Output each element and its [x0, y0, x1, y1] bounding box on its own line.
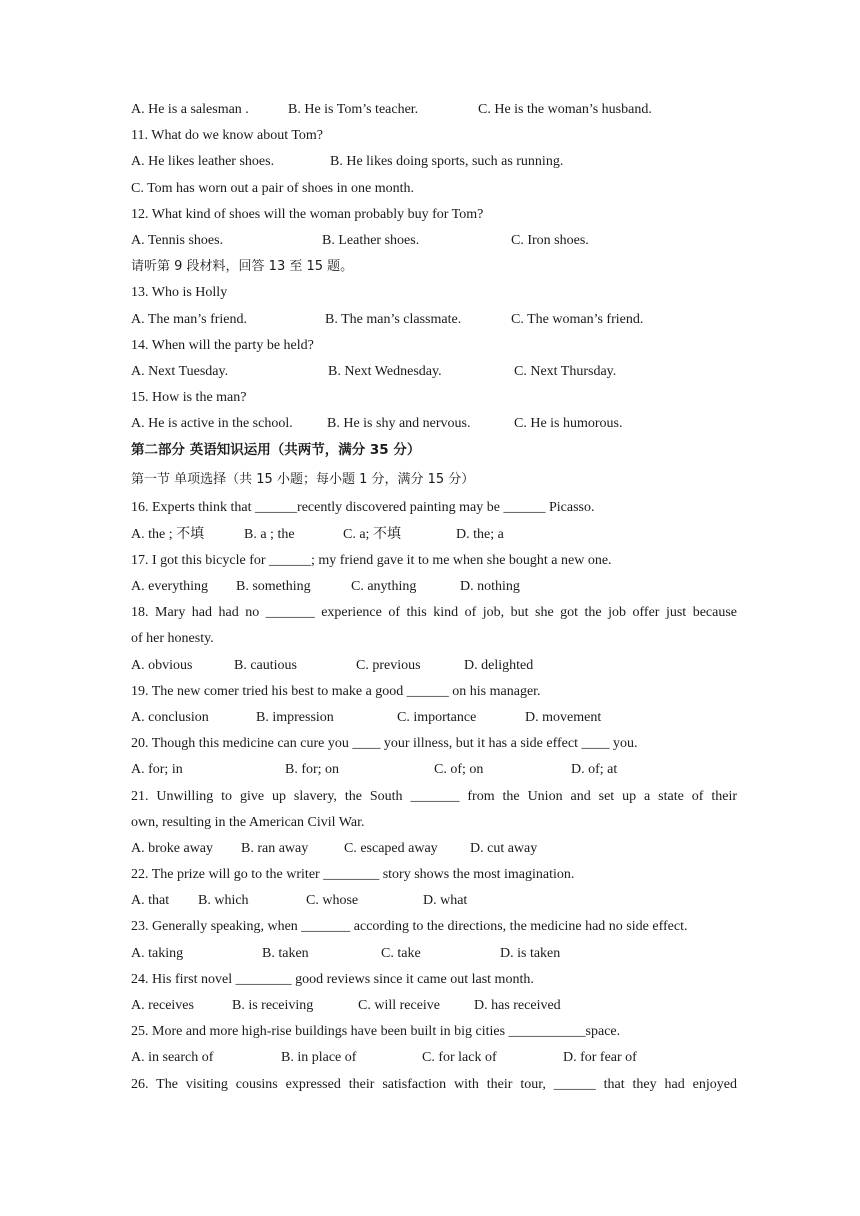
- question-text: 19. The new comer tried his best to make a good ______ on his manager.: [131, 683, 541, 699]
- answer-option: A. Next Tuesday.: [131, 363, 229, 379]
- question-text: 11. What do we know about Tom?: [131, 128, 324, 144]
- question-text: 15. How is the man?: [131, 390, 247, 406]
- answer-option: A. He is active in the school.: [131, 416, 293, 432]
- answer-option: B. impression: [256, 709, 334, 725]
- answer-option: C. whose: [306, 893, 359, 909]
- answer-option: A. that: [131, 893, 170, 909]
- answer-option: B. He is Tom’s teacher.: [288, 102, 419, 117]
- answer-option: B. He likes doing sports, such as running.: [330, 154, 564, 170]
- question-text: 20. Though this medicine can cure you ____ your illness, but it has a side effect ____ you.: [131, 736, 638, 752]
- answer-option: A. taking: [131, 945, 184, 961]
- answer-option: A. receives: [131, 998, 194, 1013]
- answer-option: A. broke away: [131, 840, 214, 856]
- answer-option: D. movement: [525, 709, 602, 725]
- instruction-text: 请听第 9 段材料，回答 13 至 15 题。: [131, 259, 354, 275]
- answer-options: [131, 231, 737, 257]
- answer-option: C. will receive: [358, 998, 441, 1013]
- answer-option: B. The man’s classmate.: [325, 311, 462, 327]
- answer-options: [131, 577, 737, 603]
- page-content: [131, 100, 737, 1101]
- answer-option: B. Next Wednesday.: [328, 363, 442, 379]
- answer-option: D. nothing: [460, 579, 520, 594]
- answer-option: C. a; 不填: [343, 526, 401, 542]
- answer-option: A. Tennis shoes.: [131, 232, 224, 248]
- answer-option: B. which: [198, 893, 249, 909]
- section-title: 第二部分 英语知识运用（共两节，满分 35 分）: [131, 442, 421, 459]
- question-text: 17. I got this bicycle for ______; my friend gave it to me when she bought a new one.: [131, 552, 612, 568]
- answer-option: C. for lack of: [422, 1050, 497, 1066]
- answer-option: C. The woman’s friend.: [511, 311, 644, 327]
- answer-option: C. previous: [356, 657, 421, 673]
- answer-option: B. for; on: [285, 762, 340, 778]
- section-subtitle: 第一节 单项选择（共 15 小题；每小题 1 分，满分 15 分）: [131, 472, 475, 488]
- answer-option: B. a ; the: [244, 526, 295, 542]
- answer-option: C. of; on: [434, 762, 484, 778]
- question-text: 14. When will the party be held?: [131, 337, 314, 353]
- answer-option: C. importance: [397, 709, 477, 725]
- answer-options: [131, 760, 737, 786]
- question-text: C. Tom has worn out a pair of shoes in one month.: [131, 180, 415, 196]
- answer-option: C. Iron shoes.: [511, 232, 589, 248]
- answer-options: [131, 996, 737, 1022]
- answer-option: C. anything: [351, 579, 417, 594]
- question-text: 22. The prize will go to the writer ________ story shows the most imagination.: [131, 867, 575, 883]
- answer-option: A. everything: [131, 579, 208, 594]
- question-text: 23. Generally speaking, when _______ according to the directions, the medicine had no side effect.: [131, 919, 688, 935]
- answer-option: B. He is shy and nervous.: [327, 416, 471, 432]
- answer-option: C. He is the woman’s husband.: [478, 102, 652, 117]
- answer-option: A. He likes leather shoes.: [131, 154, 275, 170]
- question-text: 25. More and more high-rise buildings have been built in big cities ___________space.: [131, 1024, 621, 1040]
- answer-option: C. escaped away: [344, 840, 438, 856]
- answer-option: D. cut away: [470, 840, 538, 856]
- answer-option: D. is taken: [500, 945, 561, 961]
- answer-option: B. in place of: [281, 1050, 357, 1066]
- question-text: own, resulting in the American Civil War.: [131, 814, 365, 830]
- answer-options: [131, 656, 737, 682]
- question-text: 12. What kind of shoes will the woman probably buy for Tom?: [131, 206, 484, 222]
- answer-options: [131, 944, 737, 970]
- answer-option: B. ran away: [241, 840, 309, 856]
- answer-option: B. cautious: [234, 657, 297, 673]
- question-text: of her honesty.: [131, 631, 214, 647]
- answer-options: [131, 839, 737, 865]
- answer-option: C. He is humorous.: [514, 416, 623, 432]
- answer-options: [131, 152, 737, 178]
- answer-option: A. conclusion: [131, 709, 209, 725]
- answer-option: D. for fear of: [563, 1050, 637, 1066]
- answer-option: A. in search of: [131, 1050, 214, 1066]
- answer-option: D. delighted: [464, 657, 534, 673]
- answer-option: D. the; a: [456, 526, 504, 542]
- answer-option: A. The man’s friend.: [131, 311, 247, 327]
- answer-options: [131, 414, 737, 440]
- question-text: 21. Unwilling to give up slavery, the South _______ from the Union and set up a state of their: [131, 788, 737, 804]
- answer-option: B. is receiving: [232, 998, 314, 1013]
- answer-option: B. something: [236, 579, 311, 594]
- answer-options: [131, 525, 737, 551]
- answer-option: A. for; in: [131, 762, 183, 778]
- question-text: 24. His first novel ________ good reviews since it came out last month.: [131, 971, 534, 987]
- answer-options: [131, 891, 737, 917]
- answer-options: [131, 1048, 737, 1074]
- answer-option: B. taken: [262, 945, 309, 961]
- answer-options: [131, 362, 737, 388]
- question-text: 13. Who is Holly: [131, 285, 228, 301]
- answer-option: D. of; at: [571, 762, 618, 778]
- answer-options: [131, 310, 737, 336]
- answer-option: B. Leather shoes.: [322, 232, 420, 248]
- answer-option: A. obvious: [131, 657, 193, 673]
- question-text: 16. Experts think that ______recently discovered painting may be ______ Picasso.: [131, 500, 595, 516]
- answer-option: A. He is a salesman .: [131, 102, 249, 117]
- answer-options: [131, 100, 737, 126]
- answer-option: C. take: [381, 945, 421, 961]
- question-text: 18. Mary had had no _______ experience of this kind of job, but she got the job offer just because: [131, 605, 737, 621]
- answer-option: D. has received: [474, 998, 561, 1013]
- question-text: 26. The visiting cousins expressed their satisfaction with their tour, ______ that they had enjoyed: [131, 1076, 737, 1092]
- answer-option: D. what: [423, 893, 468, 909]
- answer-option: C. Next Thursday.: [514, 363, 617, 379]
- answer-option: A. the ; 不填: [131, 526, 205, 542]
- answer-options: [131, 708, 737, 734]
